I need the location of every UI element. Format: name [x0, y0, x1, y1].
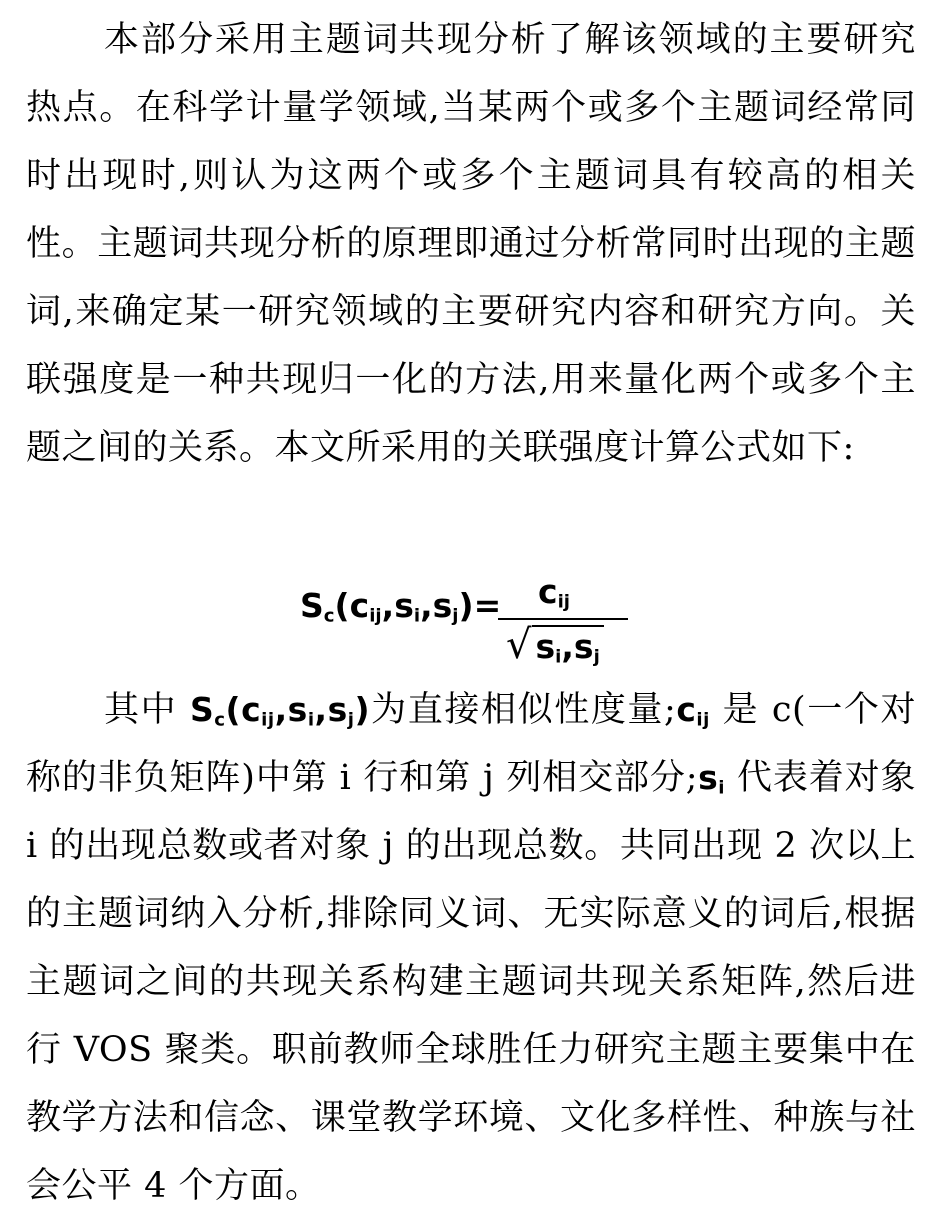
- p2-sj-sub: j: [347, 709, 355, 731]
- formula-den-sj: s: [573, 627, 594, 666]
- p2-cij: c: [676, 690, 697, 729]
- p2-text-1: 其中: [104, 690, 190, 730]
- p2-c-sub: ij: [261, 709, 275, 731]
- formula-open-paren: (: [334, 586, 350, 625]
- formula-arg-si-sub: i: [413, 605, 421, 627]
- formula-comma-1: ,: [381, 586, 395, 625]
- paragraph-explanation: [26, 676, 916, 1220]
- p2-text-4: 代表着对象 i 的出现总数或者对象 j 的出现总数。共同出现 2 次以上的主题词纳入分析,排除同义词、无实际意义的词后,根据主题词之间的共现关系构建主题词共现关系矩阵,然后进行 VOS 聚类。职前教师全球胜任力研究主题主要集中在教学方法和信念、课堂教学环境、文化多样性、种族与社会公平 4 个方面。: [26, 758, 916, 1206]
- formula-s: S: [300, 586, 324, 625]
- association-strength-formula: [300, 572, 660, 668]
- p2-sj: s: [327, 690, 348, 729]
- formula-den-si-sub: i: [555, 646, 562, 668]
- p2-si: s: [287, 690, 308, 729]
- formula-arg-sj: s: [432, 586, 453, 625]
- p2-symbol-si: [698, 758, 725, 797]
- formula-den-sj-sub: j: [593, 646, 600, 668]
- formula-arg-c: c: [349, 586, 370, 625]
- formula-den-si: s: [535, 627, 556, 666]
- formula-comma-2: ,: [420, 586, 433, 625]
- fraction-bar: [498, 618, 628, 620]
- sqrt-symbol: √: [506, 622, 532, 668]
- p2-paren-close: ): [354, 690, 371, 729]
- p2-comma-2: ,: [314, 690, 328, 729]
- formula-arg-c-sub: ij: [369, 605, 382, 627]
- formula-arg-si: s: [394, 586, 414, 625]
- p2-text-2: 为直接相似性度量;: [370, 690, 677, 730]
- formula-num-c: c: [538, 572, 558, 611]
- formula-s-sub: c: [323, 605, 335, 627]
- formula-denominator: [506, 622, 604, 668]
- formula-numerator: [538, 572, 570, 611]
- formula-lhs: [300, 586, 501, 625]
- p2-si-sub: i: [307, 709, 315, 731]
- paragraph-intro: 本部分采用主题词共现分析了解该领域的主要研究热点。在科学计量学领域,当某两个或多个主题词经常同时出现时,则认为这两个或多个主题词具有较高的相关性。主题词共现分析的原理即通过分析常同时出现的主题词,来确定某一研究领域的主要研究内容和研究方向。关联强度是一种共现归一化的方法,用来量化两个或多个主题之间的关系。本文所采用的关联强度计算公式如下:: [26, 20, 916, 468]
- p2-cij-sub: ij: [696, 709, 710, 731]
- p2-s-sub: c: [214, 709, 226, 731]
- sqrt-radicand: [532, 625, 604, 666]
- p2-s-i-sub: i: [718, 777, 725, 799]
- formula-num-c-sub: ij: [557, 591, 570, 613]
- p2-symbol-sc: [190, 690, 370, 729]
- formula-den-comma: ,: [561, 627, 574, 666]
- p2-text-3: 是 c(一个对称的非负矩阵)中第 i 行和第 j 列相交部分;: [26, 690, 916, 798]
- p2-symbol-cij: [676, 690, 710, 729]
- p2-paren-open: (: [225, 690, 242, 729]
- formula-close-equals: )=: [458, 586, 502, 625]
- formula-arg-sj-sub: j: [452, 605, 459, 627]
- p2-s: S: [189, 690, 215, 729]
- p2-s-i: s: [698, 758, 719, 797]
- p2-c: c: [241, 690, 262, 729]
- p2-comma-1: ,: [274, 690, 288, 729]
